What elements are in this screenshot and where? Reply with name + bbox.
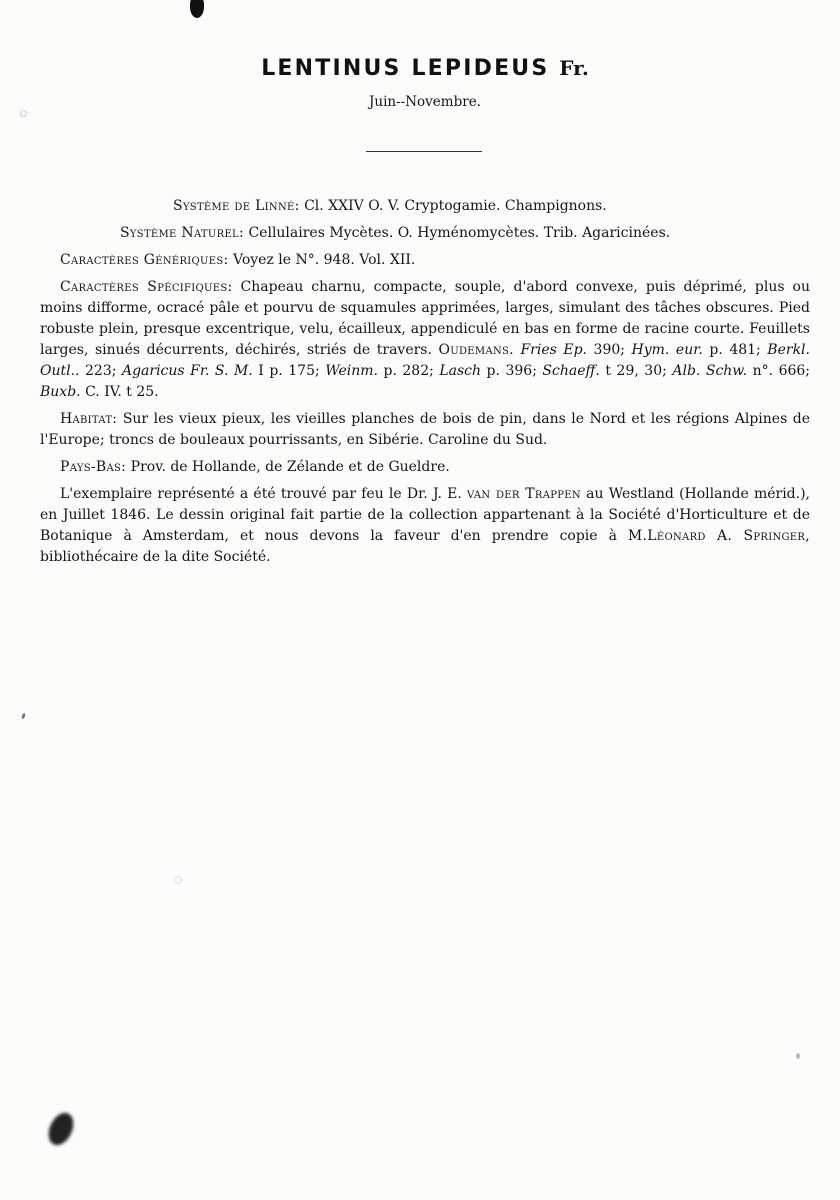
section-label: Pays-Bas:: [60, 459, 127, 475]
ref-page: C. IV. t 25.: [80, 384, 159, 400]
species-author: Fr.: [559, 56, 589, 80]
ref-title: Weinm.: [319, 363, 378, 379]
description-body: [40, 196, 810, 574]
species-name: LENTINUS LEPIDEUS: [261, 56, 550, 81]
librarian-name: M.Léonard A. Springer,: [627, 528, 810, 544]
ink-blot-top: [190, 0, 204, 18]
section-specifiques: [40, 277, 810, 403]
section-label: Caractères Génériques:: [60, 252, 229, 268]
section-label: Caractères Spécifiques:: [60, 279, 233, 295]
ref-title: Berkl. Outl..: [40, 342, 810, 379]
paper-speck: [21, 713, 26, 720]
section-generiques: [40, 250, 810, 271]
ref-title: Lasch: [433, 363, 482, 379]
ref-page: p. 396;: [481, 363, 537, 379]
ref-title: Hym. eur.: [624, 342, 703, 358]
section-paysbas: [40, 457, 810, 478]
ref-title: Alb. Schw.: [666, 363, 748, 379]
section-text: Cl. XXIV O. V. Cryptogamie. Champignons.: [299, 198, 607, 214]
ref-title: Schaeff.: [536, 363, 600, 379]
ref-page: 390;: [587, 342, 625, 358]
section-text: Sur les vieux pieux, les vieilles planches de bois de pin, dans le Nord et les régions Alpines de l'Europe; troncs de bouleaux pourrissants, en Sibérie. Caroline du Sud.: [40, 411, 810, 448]
ref-title: Fries Ep.: [513, 342, 587, 358]
page-title: [0, 56, 840, 81]
section-note: [40, 484, 810, 568]
section-linne: [40, 196, 810, 217]
ref-page: t 29, 30;: [599, 363, 667, 379]
season-range: Juin--Novembre.: [369, 94, 481, 110]
ref-title: Agaricus Fr. S. M.: [116, 363, 253, 379]
section-text: Cellulaires Mycètes. O. Hyménomycètes. Trib. Agaricinées.: [244, 225, 671, 241]
note-text: L'exemplaire représenté a été trouvé par feu le Dr. J. E.: [60, 486, 468, 502]
note-text: au Westland (Hollande mérid.), en Juillet 1846. Le dessin original fait partie de la collection appartenant à la Société d'Horticulture et de Botanique à Amsterdam, et nous devons la faveur d'en prendre copie à: [40, 486, 811, 544]
ref-page: p. 282;: [377, 363, 434, 379]
section-label: Système de Linné:: [173, 198, 300, 214]
section-label: Système Naturel:: [120, 225, 245, 241]
title-rule: [366, 151, 482, 152]
section-text: Voyez le N°. 948. Vol. XII.: [228, 252, 416, 268]
ref-page: p. 481;: [702, 342, 761, 358]
ref-page: I p. 175;: [252, 363, 320, 379]
ink-blot-bottom: [44, 1109, 78, 1149]
section-text: Chapeau charnu, compacte, souple, d'abord convexe, puis déprimé, plus ou moins difforme, ocracé pâle et pourvu de squamules apprimées, larges, simulant des tâches obscures. Pied robuste plein, presque excentrique, velu, écailleux, appendiculé en bas en forme de racine courte. Feuillets larges, sinués décurrents, déchirés, striés de travers.: [40, 279, 810, 358]
ref-page: n°. 666;: [747, 363, 811, 379]
section-habitat: [40, 409, 810, 451]
note-text: bibliothécaire de la dite Société.: [40, 549, 271, 565]
section-naturel: [40, 223, 810, 244]
oudemans-ref: Oudemans.: [438, 342, 514, 358]
section-text: Prov. de Hollande, de Zélande et de Gueldre.: [126, 459, 450, 475]
collector-name: van der Trappen: [467, 486, 581, 502]
section-label: Habitat:: [60, 411, 118, 427]
ref-title: Buxb.: [40, 384, 81, 400]
paper-speck: [174, 876, 182, 884]
paper-speck: [20, 110, 27, 117]
ref-page: 223;: [79, 363, 117, 379]
paper-speck: [796, 1053, 800, 1059]
